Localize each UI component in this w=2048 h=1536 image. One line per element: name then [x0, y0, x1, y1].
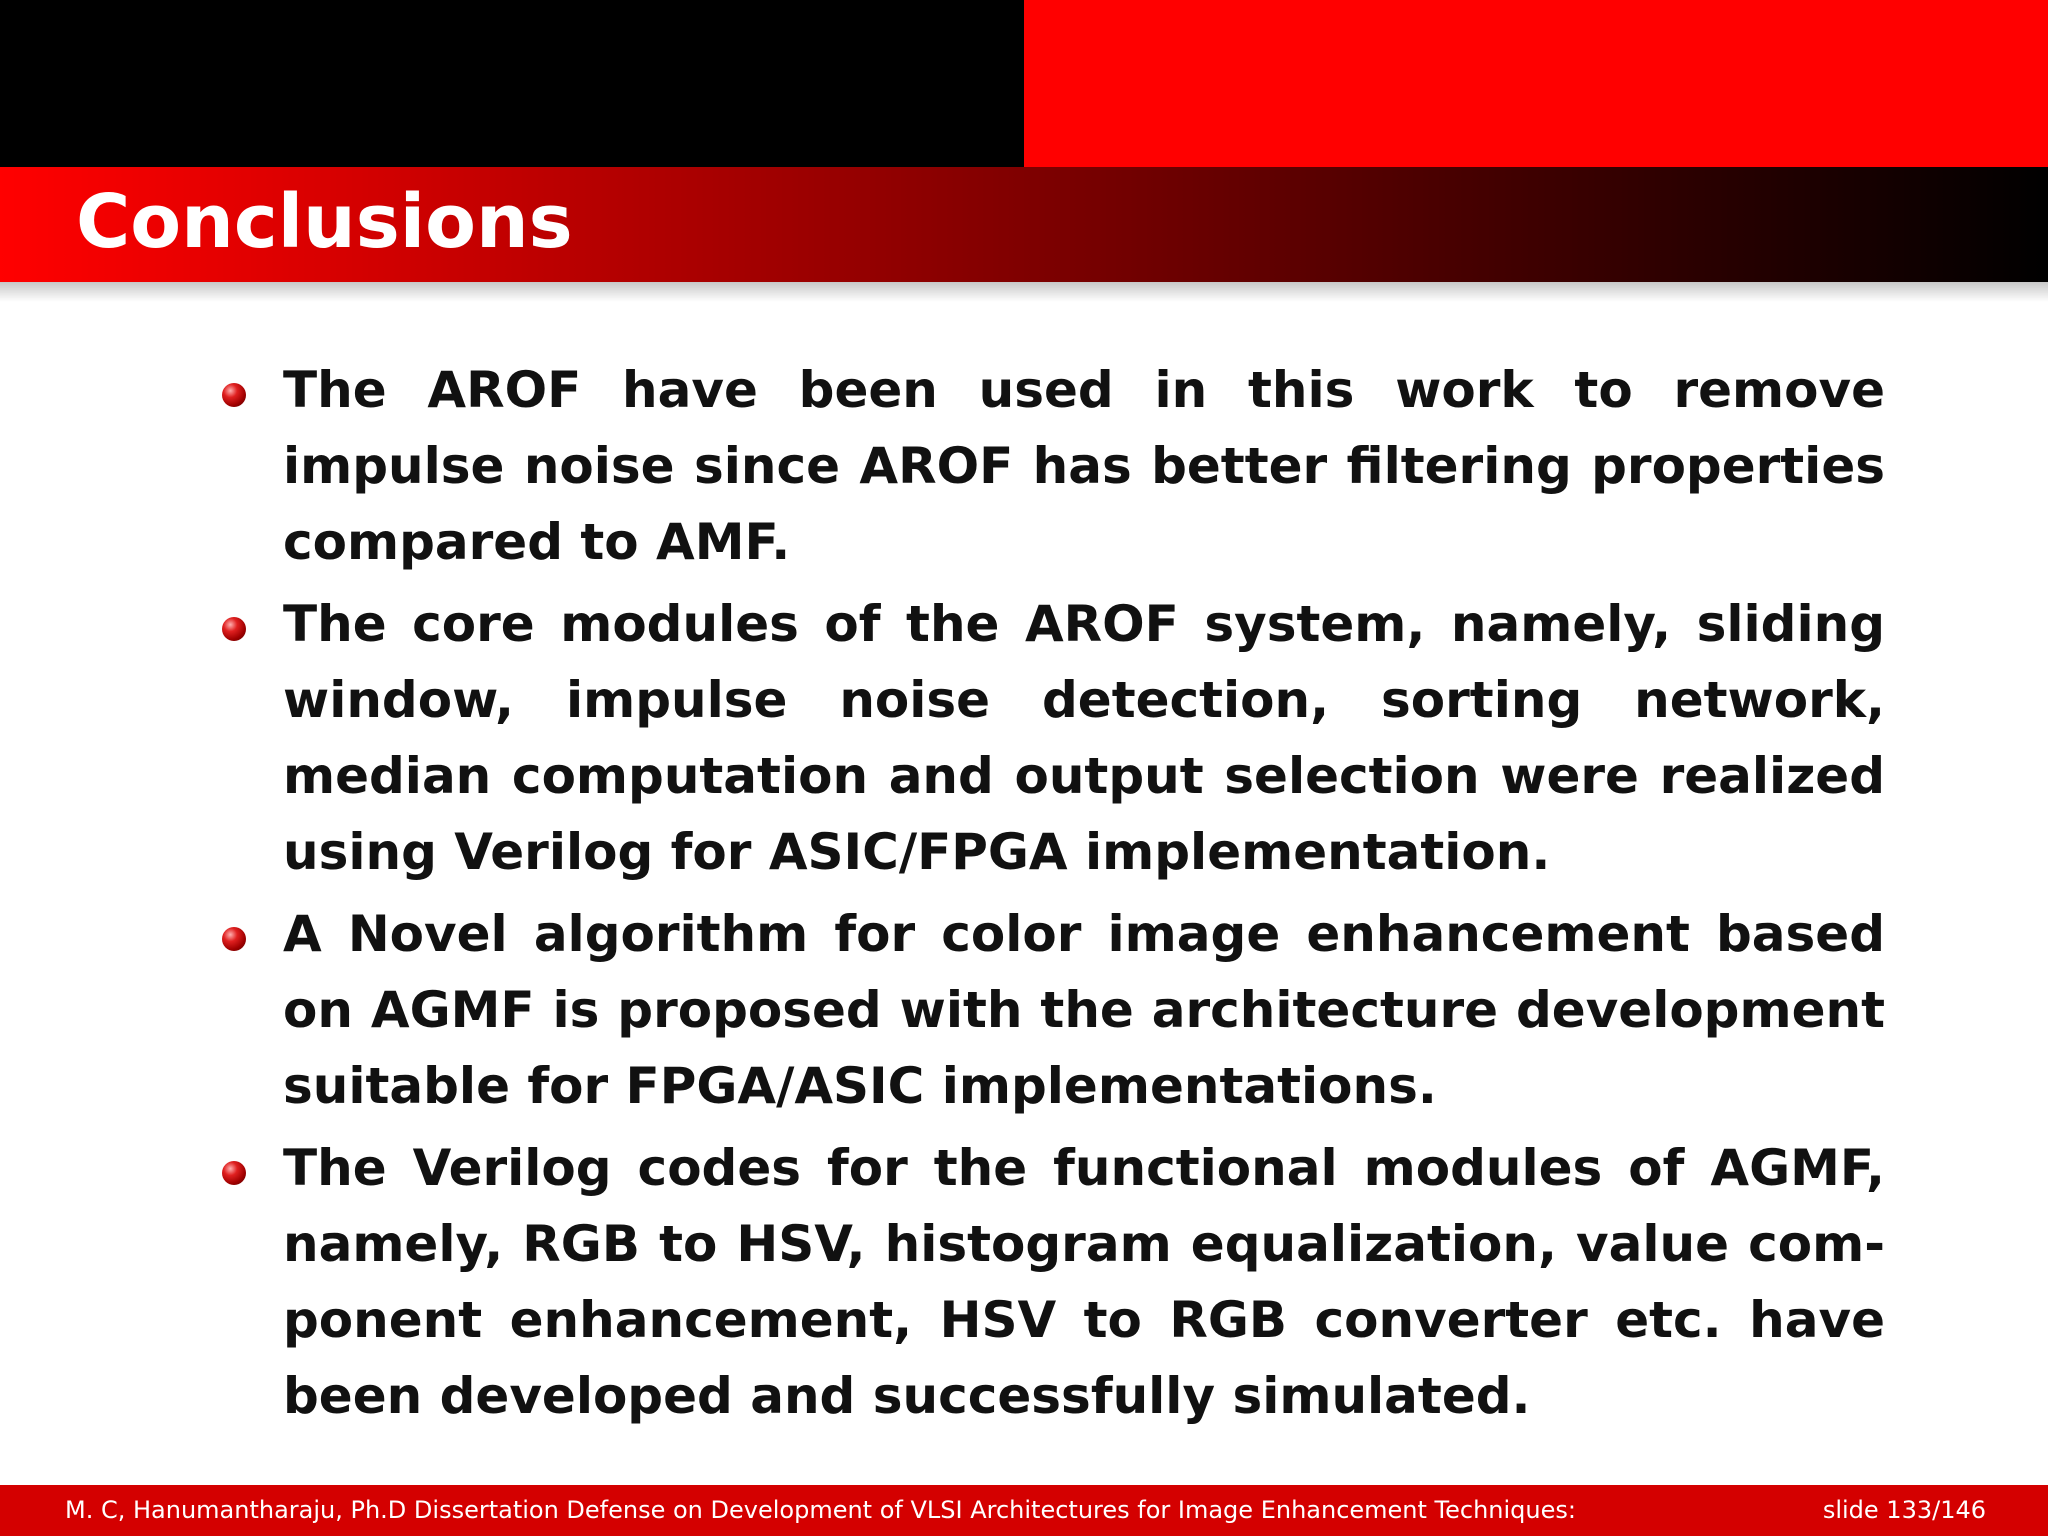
bullet-item: [220, 352, 1885, 580]
slide-number: slide 133/146: [1822, 1496, 1986, 1524]
bullet-text: The Verilog codes for the functional modules of AGMF, namely, RGB to HSV, histogram equalization, value component enhancement, HSV to RGB converter etc. have been developed and successfully simulated.: [283, 1139, 1885, 1425]
bullet-text: The AROF have been used in this work to remove impulse noise since AROF has better filtering properties compared to AMF.: [283, 361, 1885, 571]
title-bar-shadow: [0, 282, 2048, 302]
bullet-ball-icon: [222, 1161, 246, 1185]
bullet-text: A Novel algorithm for color image enhancement based on AGMF is proposed with the architecture development suitable for FPGA/ASIC implementations.: [283, 905, 1885, 1115]
bullet-ball-icon: [222, 927, 246, 951]
bullet-item: [220, 896, 1885, 1124]
bullet-list: [220, 352, 1885, 1440]
bullet-item: [220, 1130, 1885, 1434]
section-navigation-panel: [0, 0, 1024, 167]
frame-title: Conclusions: [76, 179, 573, 265]
footline: [0, 1485, 2048, 1536]
header-accent-panel: [1024, 0, 2048, 167]
bullet-item: [220, 586, 1885, 890]
footer-author-title: M. C, Hanumantharaju, Ph.D Dissertation Defense on Development of VLSI Architectures for Image Enhancement Techniques:: [65, 1496, 1576, 1524]
bullet-text: The core modules of the AROF system, namely, sliding window, impulse noise detection, sorting network, median computation and output selection were realized using Verilog for ASIC/FPGA implementation.: [283, 595, 1885, 881]
bullet-ball-icon: [222, 617, 246, 641]
bullet-ball-icon: [222, 383, 246, 407]
